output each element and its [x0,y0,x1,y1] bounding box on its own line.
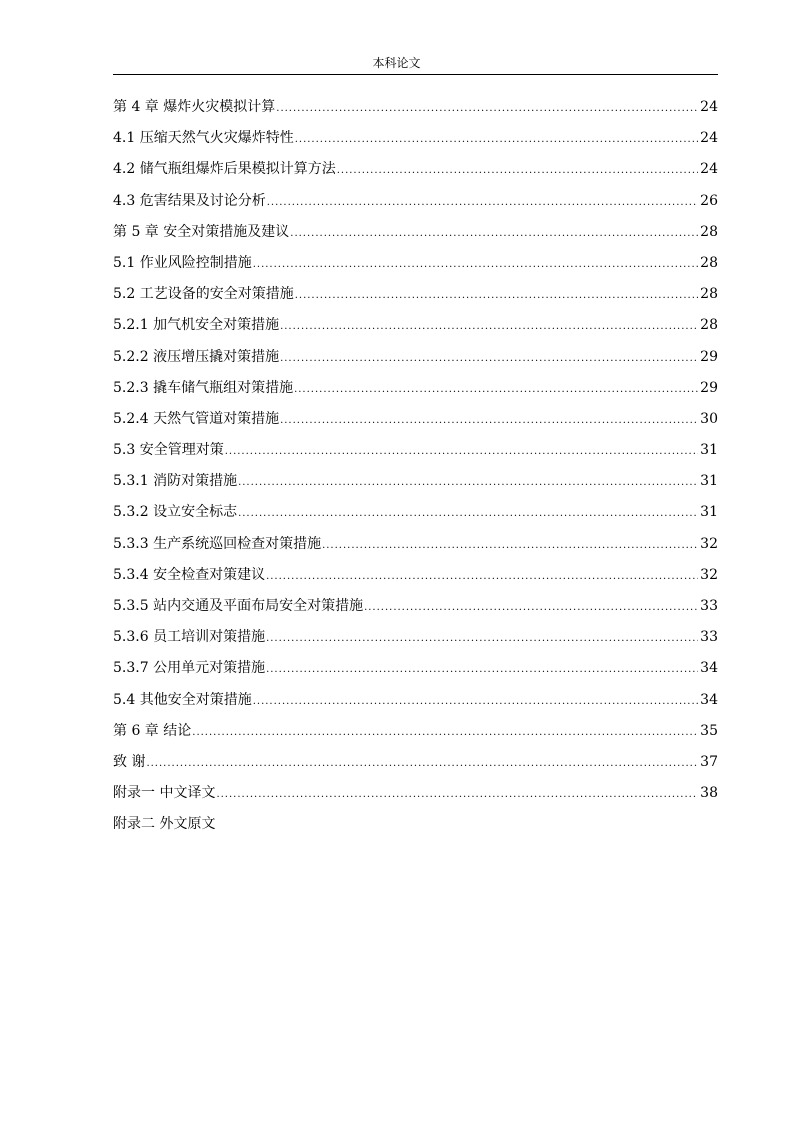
toc-entry[interactable] [113,747,718,778]
toc-entry[interactable] [113,373,718,404]
toc-entry[interactable] [113,653,718,684]
toc-dot-leader [295,280,698,311]
toc-entry[interactable] [113,529,718,560]
toc-entry[interactable] [113,186,718,217]
toc-entry-label: 5.3.1 消防对策措施 [113,473,238,490]
toc-entry[interactable] [113,685,718,716]
toc-dot-leader [266,561,698,592]
toc-entry[interactable] [113,716,718,747]
toc-dot-leader [238,498,698,529]
toc-entry[interactable] [113,342,718,373]
toc-entry-label: 5.2 工艺设备的安全对策措施 [113,286,294,303]
toc-dot-leader [322,530,698,561]
toc-entry-page: 38 [700,785,718,802]
toc-entry-page: 28 [700,223,718,240]
toc-dot-leader [280,311,698,342]
toc-entry-page: 24 [700,161,718,178]
toc-entry[interactable] [113,123,718,154]
toc-entry-page: 30 [700,410,718,427]
toc-entry-page: 34 [700,691,718,708]
toc-entry[interactable] [113,217,718,248]
toc-entry[interactable] [113,279,718,310]
toc-entry-page: 26 [700,192,718,209]
toc-entry-label: 5.4 其他安全对策措施 [113,691,252,708]
toc-entry-page: 24 [700,130,718,147]
toc-entry-page: 31 [700,473,718,490]
running-header: 本科论文 [372,56,421,70]
toc-entry-page: 31 [700,442,718,459]
toc-entry-page: 29 [700,348,718,365]
toc-entry-page: 29 [700,379,718,396]
toc-entry-label: 5.3.4 安全检查对策建议 [113,566,266,583]
toc-entry-label: 5.3.3 生产系统巡回检查对策措施 [113,535,322,552]
toc-entry-label: 5.2.1 加气机安全对策措施 [113,317,280,334]
toc-entry-label: 第 4 章 爆炸火灾模拟计算 [113,99,276,115]
toc-entry-label: 附录一 中文译文 [113,785,216,802]
toc-entry[interactable] [113,404,718,435]
toc-entry[interactable] [113,497,718,528]
toc-dot-leader [216,779,698,810]
toc-entry-label: 5.2.3 撬车储气瓶组对策措施 [113,379,294,396]
toc-entry[interactable] [113,466,718,497]
toc-entry-label: 4.1 压缩天然气火灾爆炸特性 [113,130,294,147]
toc-dot-leader [294,374,698,405]
toc-entry[interactable] [113,809,718,840]
toc-entry-page: 28 [700,254,718,271]
toc-entry[interactable] [113,622,718,653]
table-of-contents [113,92,718,841]
toc-entry-page: 33 [700,629,718,646]
toc-entry-page: 24 [700,99,718,115]
toc-dot-leader [253,249,698,280]
toc-dot-leader [238,467,698,498]
toc-entry-page: 34 [700,660,718,677]
toc-entry-page: 28 [700,317,718,334]
toc-entry-label: 附录二 外文原文 [113,816,216,833]
toc-entry-page: 33 [700,598,718,614]
toc-entry-label: 4.2 储气瓶组爆炸后果模拟计算方法 [113,161,336,178]
toc-dot-leader [337,155,698,186]
toc-dot-leader [253,686,698,717]
toc-dot-leader [364,592,698,623]
toc-entry-label: 5.2.4 天然气管道对策措施 [113,410,280,427]
toc-entry-label: 第 6 章 结论 [113,722,192,739]
toc-entry-label: 第 5 章 安全对策措施及建议 [113,223,290,240]
toc-entry[interactable] [113,92,718,123]
toc-dot-leader [225,436,698,467]
toc-entry-label: 5.3.7 公用单元对策措施 [113,660,266,677]
toc-dot-leader [146,748,698,779]
toc-dot-leader [192,717,698,748]
toc-entry-page: 37 [700,753,718,770]
toc-entry-label: 5.3.5 站内交通及平面布局安全对策措施 [113,598,364,614]
toc-entry[interactable] [113,435,718,466]
toc-entry-label: 5.3 安全管理对策 [113,442,224,459]
toc-entry-label: 4.3 危害结果及讨论分析 [113,192,266,209]
header-rule [113,74,718,75]
toc-entry[interactable] [113,778,718,809]
toc-dot-leader [267,187,698,218]
toc-entry[interactable] [113,154,718,185]
toc-dot-leader [280,343,698,374]
toc-entry[interactable] [113,560,718,591]
toc-entry-page: 28 [700,286,718,303]
toc-entry-page: 31 [700,504,718,521]
toc-dot-leader [266,654,698,685]
toc-entry-label: 致 谢 [113,753,146,770]
toc-dot-leader [280,405,698,436]
toc-entry-label: 5.1 作业风险控制措施 [113,254,252,271]
toc-entry-label: 5.2.2 液压增压撬对策措施 [113,348,280,365]
toc-entry-label: 5.3.6 员工培训对策措施 [113,629,266,646]
toc-entry-page: 32 [700,566,718,583]
toc-dot-leader [276,93,698,124]
toc-entry[interactable] [113,248,718,279]
toc-entry-label: 5.3.2 设立安全标志 [113,504,238,521]
toc-dot-leader [266,623,698,654]
toc-entry[interactable] [113,310,718,341]
toc-entry-page: 32 [700,535,718,552]
toc-entry-page: 35 [700,722,718,739]
toc-dot-leader [295,124,698,155]
toc-entry[interactable] [113,591,718,622]
toc-dot-leader [290,218,698,249]
